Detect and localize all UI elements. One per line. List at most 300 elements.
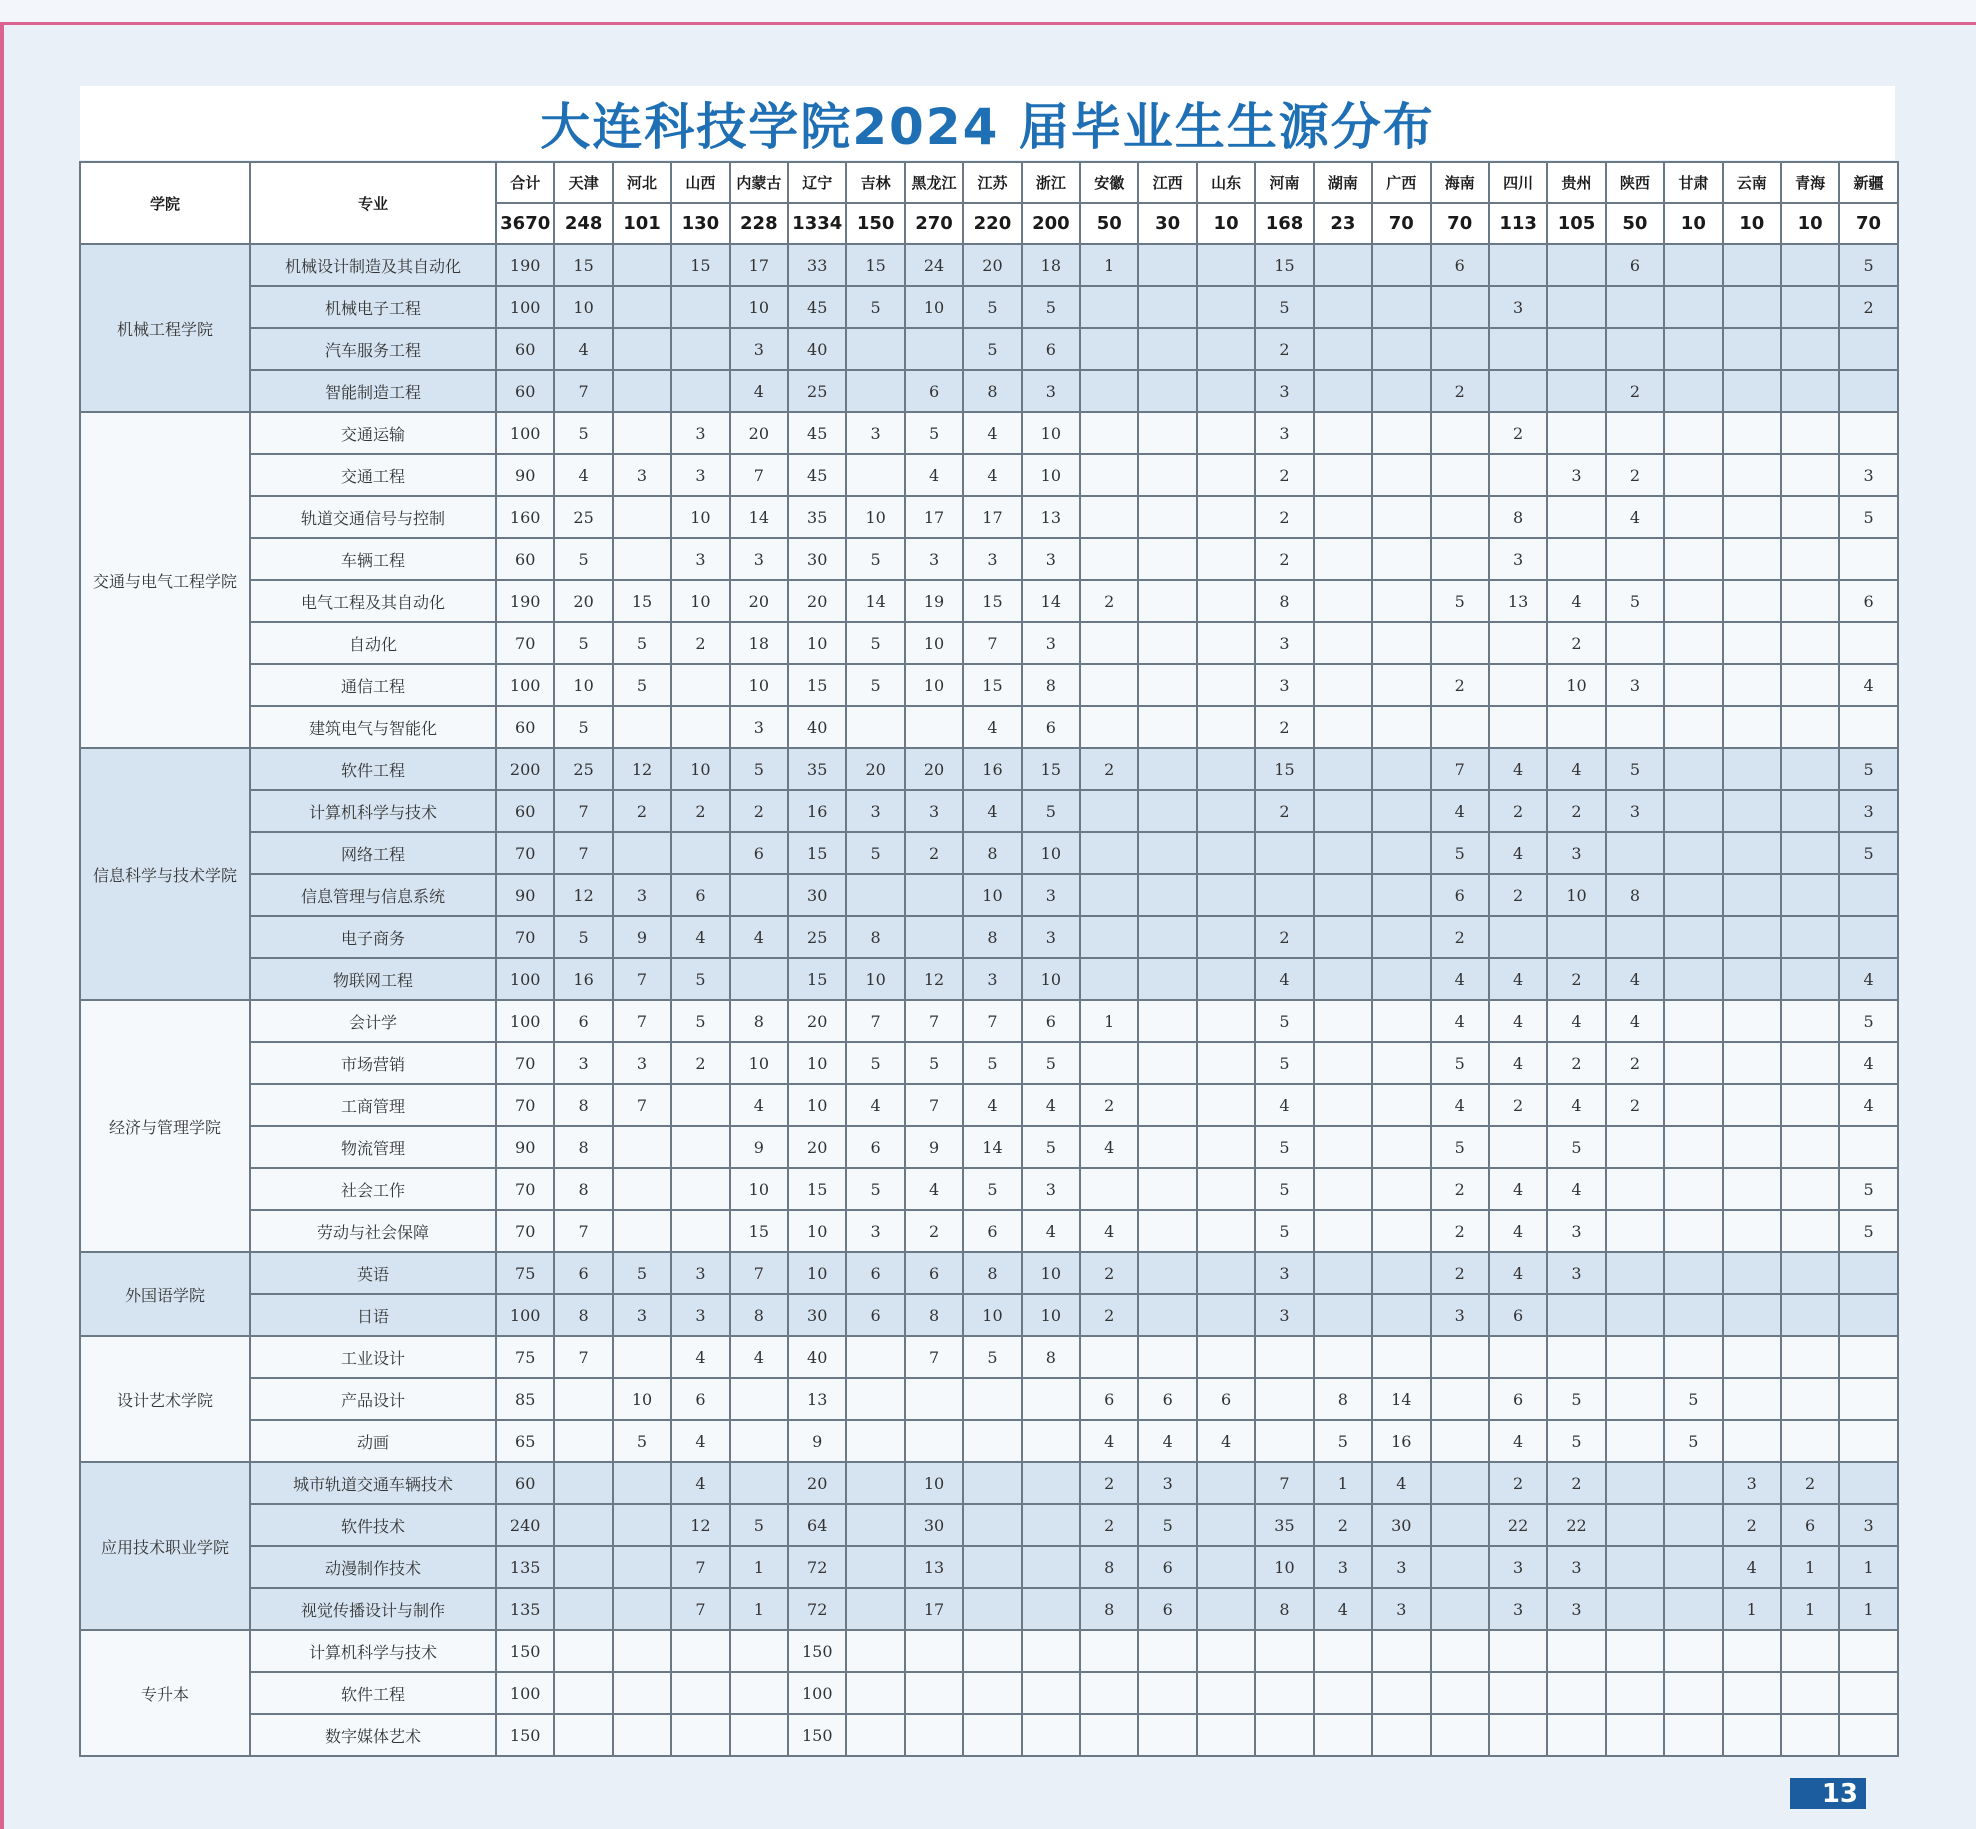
value-cell: 10 xyxy=(905,1462,963,1504)
value-cell: 6 xyxy=(846,1294,904,1336)
value-cell: 2 xyxy=(1606,454,1664,496)
value-cell: 18 xyxy=(730,622,788,664)
value-cell: 1 xyxy=(730,1588,788,1630)
value-cell xyxy=(1489,706,1547,748)
value-cell xyxy=(1664,916,1722,958)
value-cell xyxy=(1080,538,1138,580)
value-cell xyxy=(1080,1336,1138,1378)
value-cell xyxy=(1606,538,1664,580)
value-cell: 6 xyxy=(671,1378,729,1420)
value-cell xyxy=(1080,1042,1138,1084)
value-cell: 7 xyxy=(613,1084,671,1126)
value-cell xyxy=(1664,580,1722,622)
value-cell xyxy=(1489,664,1547,706)
value-cell: 5 xyxy=(613,1420,671,1462)
value-cell: 4 xyxy=(1489,1168,1547,1210)
value-cell: 5 xyxy=(963,286,1021,328)
value-cell: 3 xyxy=(671,1252,729,1294)
value-cell xyxy=(1314,496,1372,538)
value-cell xyxy=(1197,1210,1255,1252)
value-cell: 5 xyxy=(1839,496,1897,538)
major-cell: 智能制造工程 xyxy=(250,370,496,412)
value-cell: 13 xyxy=(905,1546,963,1588)
value-cell xyxy=(1022,1378,1080,1420)
value-cell: 5 xyxy=(846,664,904,706)
table-row xyxy=(80,1168,1898,1210)
header-total: 10 xyxy=(1664,203,1722,244)
value-cell: 14 xyxy=(1372,1378,1430,1420)
value-cell xyxy=(1664,748,1722,790)
value-cell: 5 xyxy=(1022,790,1080,832)
value-cell: 8 xyxy=(554,1294,612,1336)
table-row xyxy=(80,916,1898,958)
value-cell: 10 xyxy=(788,1210,846,1252)
value-cell xyxy=(671,1126,729,1168)
value-cell xyxy=(1314,1672,1372,1714)
value-cell: 4 xyxy=(1489,958,1547,1000)
value-cell: 90 xyxy=(496,1126,554,1168)
value-cell: 3 xyxy=(1547,1252,1605,1294)
value-cell: 3 xyxy=(554,1042,612,1084)
value-cell: 22 xyxy=(1489,1504,1547,1546)
value-cell: 9 xyxy=(730,1126,788,1168)
value-cell xyxy=(1197,748,1255,790)
value-cell xyxy=(1781,328,1839,370)
value-cell: 4 xyxy=(1431,1084,1489,1126)
value-cell: 2 xyxy=(1547,1462,1605,1504)
value-cell: 60 xyxy=(496,1462,554,1504)
major-cell: 交通工程 xyxy=(250,454,496,496)
value-cell: 10 xyxy=(554,664,612,706)
value-cell: 6 xyxy=(554,1252,612,1294)
header-column: 江西 xyxy=(1138,162,1196,203)
value-cell xyxy=(1197,790,1255,832)
value-cell: 30 xyxy=(788,538,846,580)
header-total: 248 xyxy=(554,203,612,244)
value-cell xyxy=(1664,664,1722,706)
major-cell: 产品设计 xyxy=(250,1378,496,1420)
value-cell xyxy=(1197,664,1255,706)
value-cell: 5 xyxy=(1314,1420,1372,1462)
value-cell xyxy=(1606,622,1664,664)
value-cell: 4 xyxy=(1080,1420,1138,1462)
value-cell xyxy=(1372,1252,1430,1294)
value-cell xyxy=(1781,412,1839,454)
value-cell: 3 xyxy=(1606,664,1664,706)
value-cell: 8 xyxy=(730,1294,788,1336)
value-cell xyxy=(613,1546,671,1588)
value-cell: 25 xyxy=(788,916,846,958)
value-cell xyxy=(1197,1630,1255,1672)
value-cell xyxy=(1080,454,1138,496)
value-cell: 8 xyxy=(963,832,1021,874)
value-cell xyxy=(1489,1126,1547,1168)
value-cell: 7 xyxy=(730,1252,788,1294)
value-cell xyxy=(1372,1210,1430,1252)
value-cell: 6 xyxy=(1839,580,1897,622)
value-cell xyxy=(1372,706,1430,748)
value-cell: 2 xyxy=(1606,370,1664,412)
value-cell: 4 xyxy=(1372,1462,1430,1504)
value-cell: 2 xyxy=(1080,1252,1138,1294)
value-cell: 4 xyxy=(905,454,963,496)
value-cell: 5 xyxy=(1839,748,1897,790)
value-cell: 6 xyxy=(1197,1378,1255,1420)
header-column: 安徽 xyxy=(1080,162,1138,203)
value-cell xyxy=(1723,328,1781,370)
value-cell: 12 xyxy=(671,1504,729,1546)
value-cell: 150 xyxy=(496,1714,554,1756)
value-cell xyxy=(1839,328,1897,370)
title-banner xyxy=(80,86,1895,160)
value-cell: 10 xyxy=(788,1084,846,1126)
value-cell xyxy=(1197,538,1255,580)
table-row xyxy=(80,1294,1898,1336)
value-cell: 20 xyxy=(788,1000,846,1042)
value-cell xyxy=(905,328,963,370)
value-cell xyxy=(1080,664,1138,706)
value-cell: 5 xyxy=(846,832,904,874)
value-cell xyxy=(1723,1042,1781,1084)
value-cell xyxy=(846,1462,904,1504)
value-cell: 3 xyxy=(1547,1546,1605,1588)
value-cell xyxy=(554,1630,612,1672)
value-cell xyxy=(1197,496,1255,538)
value-cell xyxy=(1781,706,1839,748)
value-cell xyxy=(554,1378,612,1420)
value-cell: 60 xyxy=(496,790,554,832)
value-cell xyxy=(1723,538,1781,580)
major-cell: 城市轨道交通车辆技术 xyxy=(250,1462,496,1504)
value-cell: 4 xyxy=(1314,1588,1372,1630)
value-cell: 4 xyxy=(1489,1420,1547,1462)
value-cell xyxy=(1314,1042,1372,1084)
value-cell: 2 xyxy=(1547,958,1605,1000)
value-cell xyxy=(1839,538,1897,580)
header-total: 10 xyxy=(1723,203,1781,244)
table-row xyxy=(80,748,1898,790)
value-cell: 5 xyxy=(554,622,612,664)
value-cell xyxy=(1606,1378,1664,1420)
value-cell xyxy=(1314,1210,1372,1252)
value-cell: 160 xyxy=(496,496,554,538)
value-cell: 3 xyxy=(1372,1546,1430,1588)
value-cell xyxy=(1314,1294,1372,1336)
value-cell: 5 xyxy=(1255,1126,1313,1168)
value-cell: 5 xyxy=(1431,1042,1489,1084)
value-cell xyxy=(1606,916,1664,958)
value-cell xyxy=(1138,1630,1196,1672)
value-cell xyxy=(1372,1168,1430,1210)
value-cell xyxy=(1431,622,1489,664)
header-total: 168 xyxy=(1255,203,1313,244)
value-cell xyxy=(1839,1252,1897,1294)
value-cell xyxy=(1197,622,1255,664)
value-cell: 90 xyxy=(496,874,554,916)
value-cell xyxy=(1547,244,1605,286)
value-cell xyxy=(613,1588,671,1630)
value-cell: 3 xyxy=(1489,1588,1547,1630)
major-cell: 物联网工程 xyxy=(250,958,496,1000)
value-cell xyxy=(1723,1378,1781,1420)
value-cell: 5 xyxy=(846,1042,904,1084)
value-cell xyxy=(1080,328,1138,370)
value-cell xyxy=(1314,706,1372,748)
value-cell xyxy=(1138,580,1196,622)
value-cell xyxy=(1431,1336,1489,1378)
value-cell xyxy=(1197,1294,1255,1336)
value-cell: 4 xyxy=(963,412,1021,454)
value-cell xyxy=(1489,1672,1547,1714)
value-cell xyxy=(1781,874,1839,916)
value-cell xyxy=(1664,874,1722,916)
value-cell: 6 xyxy=(846,1252,904,1294)
header-column: 山东 xyxy=(1197,162,1255,203)
value-cell xyxy=(1080,790,1138,832)
value-cell: 16 xyxy=(1372,1420,1430,1462)
value-cell: 15 xyxy=(671,244,729,286)
value-cell: 3 xyxy=(846,412,904,454)
value-cell: 20 xyxy=(730,412,788,454)
value-cell xyxy=(1664,1000,1722,1042)
value-cell: 2 xyxy=(1431,370,1489,412)
value-cell: 4 xyxy=(1606,496,1664,538)
value-cell xyxy=(1547,286,1605,328)
value-cell: 6 xyxy=(1431,244,1489,286)
value-cell xyxy=(1138,412,1196,454)
value-cell: 5 xyxy=(905,1042,963,1084)
value-cell: 6 xyxy=(1022,1000,1080,1042)
major-cell: 电气工程及其自动化 xyxy=(250,580,496,622)
value-cell: 1 xyxy=(1723,1588,1781,1630)
value-cell: 17 xyxy=(730,244,788,286)
value-cell xyxy=(1664,1252,1722,1294)
value-cell xyxy=(1723,1168,1781,1210)
value-cell xyxy=(1138,790,1196,832)
value-cell xyxy=(1372,748,1430,790)
value-cell: 3 xyxy=(1314,1546,1372,1588)
value-cell xyxy=(730,1462,788,1504)
value-cell: 2 xyxy=(1255,454,1313,496)
value-cell: 8 xyxy=(1080,1588,1138,1630)
value-cell: 4 xyxy=(1080,1126,1138,1168)
table-row xyxy=(80,1714,1898,1756)
value-cell: 3 xyxy=(613,874,671,916)
value-cell: 3 xyxy=(730,328,788,370)
value-cell xyxy=(1080,622,1138,664)
value-cell: 10 xyxy=(788,622,846,664)
value-cell: 4 xyxy=(1547,580,1605,622)
table-row xyxy=(80,538,1898,580)
major-cell: 动漫制作技术 xyxy=(250,1546,496,1588)
value-cell xyxy=(1489,1630,1547,1672)
value-cell xyxy=(1723,874,1781,916)
value-cell xyxy=(846,706,904,748)
value-cell xyxy=(846,874,904,916)
major-cell: 自动化 xyxy=(250,622,496,664)
value-cell xyxy=(613,538,671,580)
value-cell xyxy=(1022,1672,1080,1714)
table-row xyxy=(80,874,1898,916)
value-cell: 5 xyxy=(1547,1126,1605,1168)
value-cell: 4 xyxy=(905,1168,963,1210)
value-cell: 3 xyxy=(613,1294,671,1336)
value-cell xyxy=(1022,1630,1080,1672)
value-cell xyxy=(1197,1336,1255,1378)
value-cell: 2 xyxy=(671,1042,729,1084)
value-cell xyxy=(1138,1252,1196,1294)
value-cell: 3 xyxy=(613,1042,671,1084)
value-cell xyxy=(1839,874,1897,916)
value-cell xyxy=(1723,370,1781,412)
value-cell xyxy=(1372,1336,1430,1378)
value-cell xyxy=(1664,286,1722,328)
value-cell xyxy=(1314,1714,1372,1756)
value-cell: 5 xyxy=(1664,1378,1722,1420)
value-cell xyxy=(1781,580,1839,622)
table-row xyxy=(80,328,1898,370)
value-cell: 4 xyxy=(1839,1042,1897,1084)
value-cell: 25 xyxy=(788,370,846,412)
value-cell: 8 xyxy=(1080,1546,1138,1588)
value-cell: 5 xyxy=(671,958,729,1000)
value-cell xyxy=(1489,622,1547,664)
value-cell xyxy=(613,244,671,286)
value-cell xyxy=(1255,1378,1313,1420)
value-cell: 40 xyxy=(788,328,846,370)
value-cell xyxy=(1314,958,1372,1000)
value-cell: 45 xyxy=(788,286,846,328)
value-cell: 5 xyxy=(1022,1042,1080,1084)
value-cell xyxy=(1781,1084,1839,1126)
header-column: 天津 xyxy=(554,162,612,203)
value-cell: 18 xyxy=(1022,244,1080,286)
table-row xyxy=(80,1000,1898,1042)
value-cell: 4 xyxy=(1022,1084,1080,1126)
table-row xyxy=(80,664,1898,706)
value-cell xyxy=(671,706,729,748)
value-cell xyxy=(1255,1336,1313,1378)
value-cell: 2 xyxy=(1547,790,1605,832)
value-cell xyxy=(1138,286,1196,328)
value-cell: 8 xyxy=(554,1168,612,1210)
value-cell: 2 xyxy=(730,790,788,832)
value-cell xyxy=(671,286,729,328)
value-cell: 10 xyxy=(905,664,963,706)
value-cell xyxy=(846,454,904,496)
value-cell xyxy=(1022,1420,1080,1462)
value-cell xyxy=(1431,538,1489,580)
value-cell: 100 xyxy=(496,412,554,454)
value-cell xyxy=(1664,1588,1722,1630)
value-cell xyxy=(905,1714,963,1756)
value-cell xyxy=(1138,496,1196,538)
value-cell xyxy=(1372,1126,1430,1168)
value-cell: 7 xyxy=(671,1588,729,1630)
value-cell: 10 xyxy=(846,958,904,1000)
value-cell: 3 xyxy=(963,958,1021,1000)
value-cell xyxy=(1664,622,1722,664)
value-cell: 3 xyxy=(1489,1546,1547,1588)
value-cell xyxy=(1839,706,1897,748)
value-cell xyxy=(1781,790,1839,832)
value-cell: 15 xyxy=(730,1210,788,1252)
value-cell xyxy=(613,1210,671,1252)
value-cell: 6 xyxy=(963,1210,1021,1252)
value-cell: 6 xyxy=(1080,1378,1138,1420)
value-cell xyxy=(1606,1588,1664,1630)
value-cell: 3 xyxy=(1255,1252,1313,1294)
value-cell: 14 xyxy=(1022,580,1080,622)
value-cell: 15 xyxy=(1022,748,1080,790)
value-cell xyxy=(1080,496,1138,538)
value-cell: 6 xyxy=(905,1252,963,1294)
value-cell xyxy=(1723,1084,1781,1126)
value-cell: 70 xyxy=(496,916,554,958)
value-cell xyxy=(1606,286,1664,328)
value-cell: 4 xyxy=(1255,958,1313,1000)
value-cell xyxy=(1197,832,1255,874)
header-column: 湖南 xyxy=(1314,162,1372,203)
header-total: 3670 xyxy=(496,203,554,244)
value-cell xyxy=(1372,538,1430,580)
value-cell xyxy=(1547,412,1605,454)
value-cell xyxy=(1781,1168,1839,1210)
value-cell xyxy=(1431,1546,1489,1588)
value-cell: 90 xyxy=(496,454,554,496)
major-cell: 工业设计 xyxy=(250,1336,496,1378)
value-cell: 2 xyxy=(1839,286,1897,328)
value-cell: 100 xyxy=(788,1672,846,1714)
value-cell xyxy=(1022,1462,1080,1504)
value-cell: 15 xyxy=(788,832,846,874)
value-cell xyxy=(905,1672,963,1714)
value-cell: 5 xyxy=(1431,832,1489,874)
value-cell: 5 xyxy=(1255,1042,1313,1084)
value-cell xyxy=(1372,328,1430,370)
value-cell xyxy=(1197,1042,1255,1084)
value-cell: 2 xyxy=(671,622,729,664)
value-cell xyxy=(846,1672,904,1714)
value-cell xyxy=(1547,1630,1605,1672)
value-cell xyxy=(671,370,729,412)
value-cell: 2 xyxy=(1489,412,1547,454)
value-cell: 4 xyxy=(1489,1252,1547,1294)
value-cell xyxy=(1664,496,1722,538)
value-cell: 15 xyxy=(554,244,612,286)
value-cell: 4 xyxy=(671,1336,729,1378)
value-cell xyxy=(1664,328,1722,370)
value-cell: 24 xyxy=(905,244,963,286)
value-cell: 5 xyxy=(1839,1210,1897,1252)
value-cell xyxy=(1489,454,1547,496)
value-cell: 2 xyxy=(613,790,671,832)
header-column: 河南 xyxy=(1255,162,1313,203)
value-cell xyxy=(1138,706,1196,748)
value-cell xyxy=(613,328,671,370)
value-cell xyxy=(671,1672,729,1714)
value-cell: 8 xyxy=(1022,664,1080,706)
major-cell: 信息管理与信息系统 xyxy=(250,874,496,916)
value-cell xyxy=(1080,706,1138,748)
value-cell: 17 xyxy=(905,1588,963,1630)
value-cell xyxy=(1547,1672,1605,1714)
value-cell: 1 xyxy=(1080,1000,1138,1042)
value-cell: 20 xyxy=(905,748,963,790)
table-row xyxy=(80,1336,1898,1378)
value-cell xyxy=(1606,1672,1664,1714)
value-cell xyxy=(1723,244,1781,286)
